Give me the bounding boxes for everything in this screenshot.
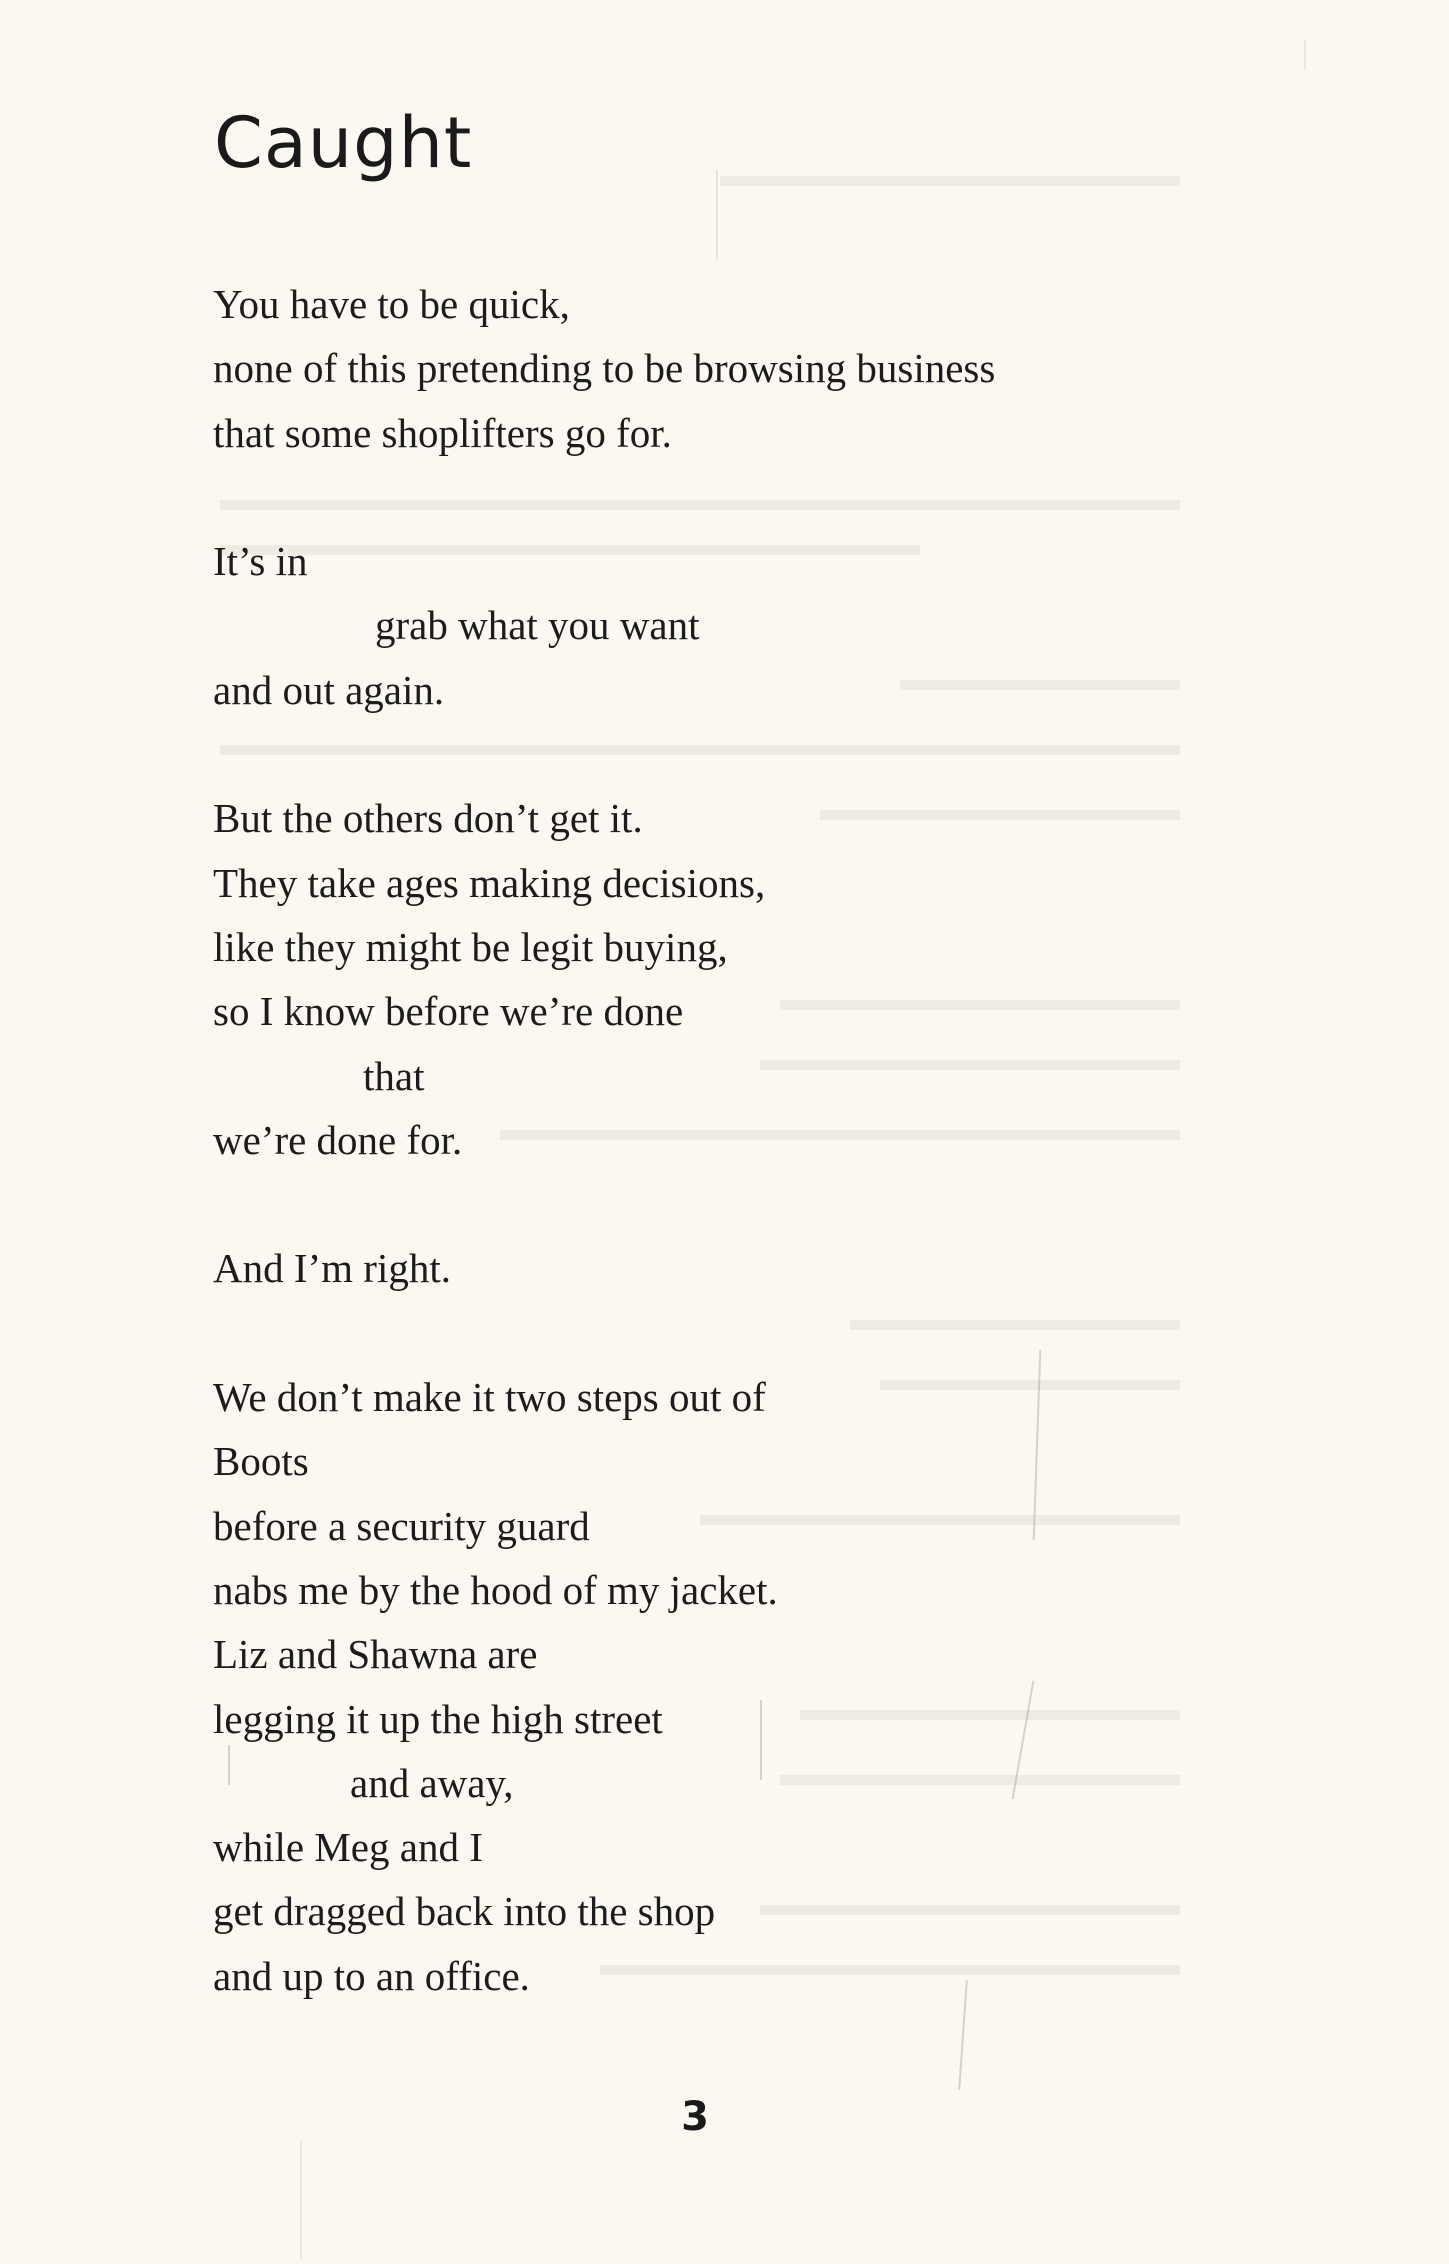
- poem-line: none of this pretending to be browsing business: [213, 345, 996, 392]
- poem-line: legging it up the high street: [213, 1695, 663, 1742]
- poem-line: nabs me by the hood of my jacket.: [213, 1566, 778, 1613]
- poem-line: we’re done for.: [213, 1116, 463, 1163]
- poem-line: so I know before we’re done: [213, 988, 684, 1035]
- poem-line: like they might be legit buying,: [213, 923, 728, 970]
- stanza: [213, 272, 1213, 465]
- poem-line: We don’t make it two steps out of: [213, 1374, 766, 1421]
- poem-line: They take ages making decisions,: [213, 859, 766, 906]
- poem-title: Caught: [214, 102, 473, 184]
- page-crease: [716, 170, 718, 260]
- stanza-break: [213, 1172, 1213, 1236]
- page-crease: [300, 2140, 302, 2260]
- poem-line: and up to an office.: [213, 1952, 530, 1999]
- poem-line: It’s in: [213, 538, 308, 585]
- page-crease: [1304, 40, 1306, 70]
- stanza-break: [213, 722, 1213, 786]
- poem-line: But the others don’t get it.: [213, 795, 643, 842]
- stanza: [213, 786, 1213, 1172]
- poem-line: You have to be quick,: [213, 281, 570, 327]
- poem-line: while Meg and I: [213, 1824, 483, 1871]
- stanza: [213, 1236, 1213, 1300]
- stanza-break: [213, 465, 1213, 529]
- poem-line: and away,: [350, 1759, 514, 1806]
- poem-line: grab what you want: [375, 602, 700, 649]
- poem-line: that: [363, 1052, 425, 1099]
- stanza: [213, 1365, 1213, 2008]
- stanza-break: [213, 1301, 1213, 1365]
- stanza: [213, 529, 1213, 722]
- poem-body: [213, 272, 1213, 2008]
- poem-line: and out again.: [213, 666, 445, 713]
- poem-line: Boots: [213, 1438, 309, 1485]
- show-through-line: [720, 176, 1180, 186]
- poem-line: before a security guard: [213, 1502, 590, 1549]
- poem-line: get dragged back into the shop: [213, 1888, 716, 1935]
- poem-line: And I’m right.: [213, 1245, 451, 1292]
- poem-line: Liz and Shawna are: [213, 1631, 538, 1678]
- page-number: 3: [681, 2094, 709, 2140]
- poem-line: that some shoplifters go for.: [213, 409, 672, 456]
